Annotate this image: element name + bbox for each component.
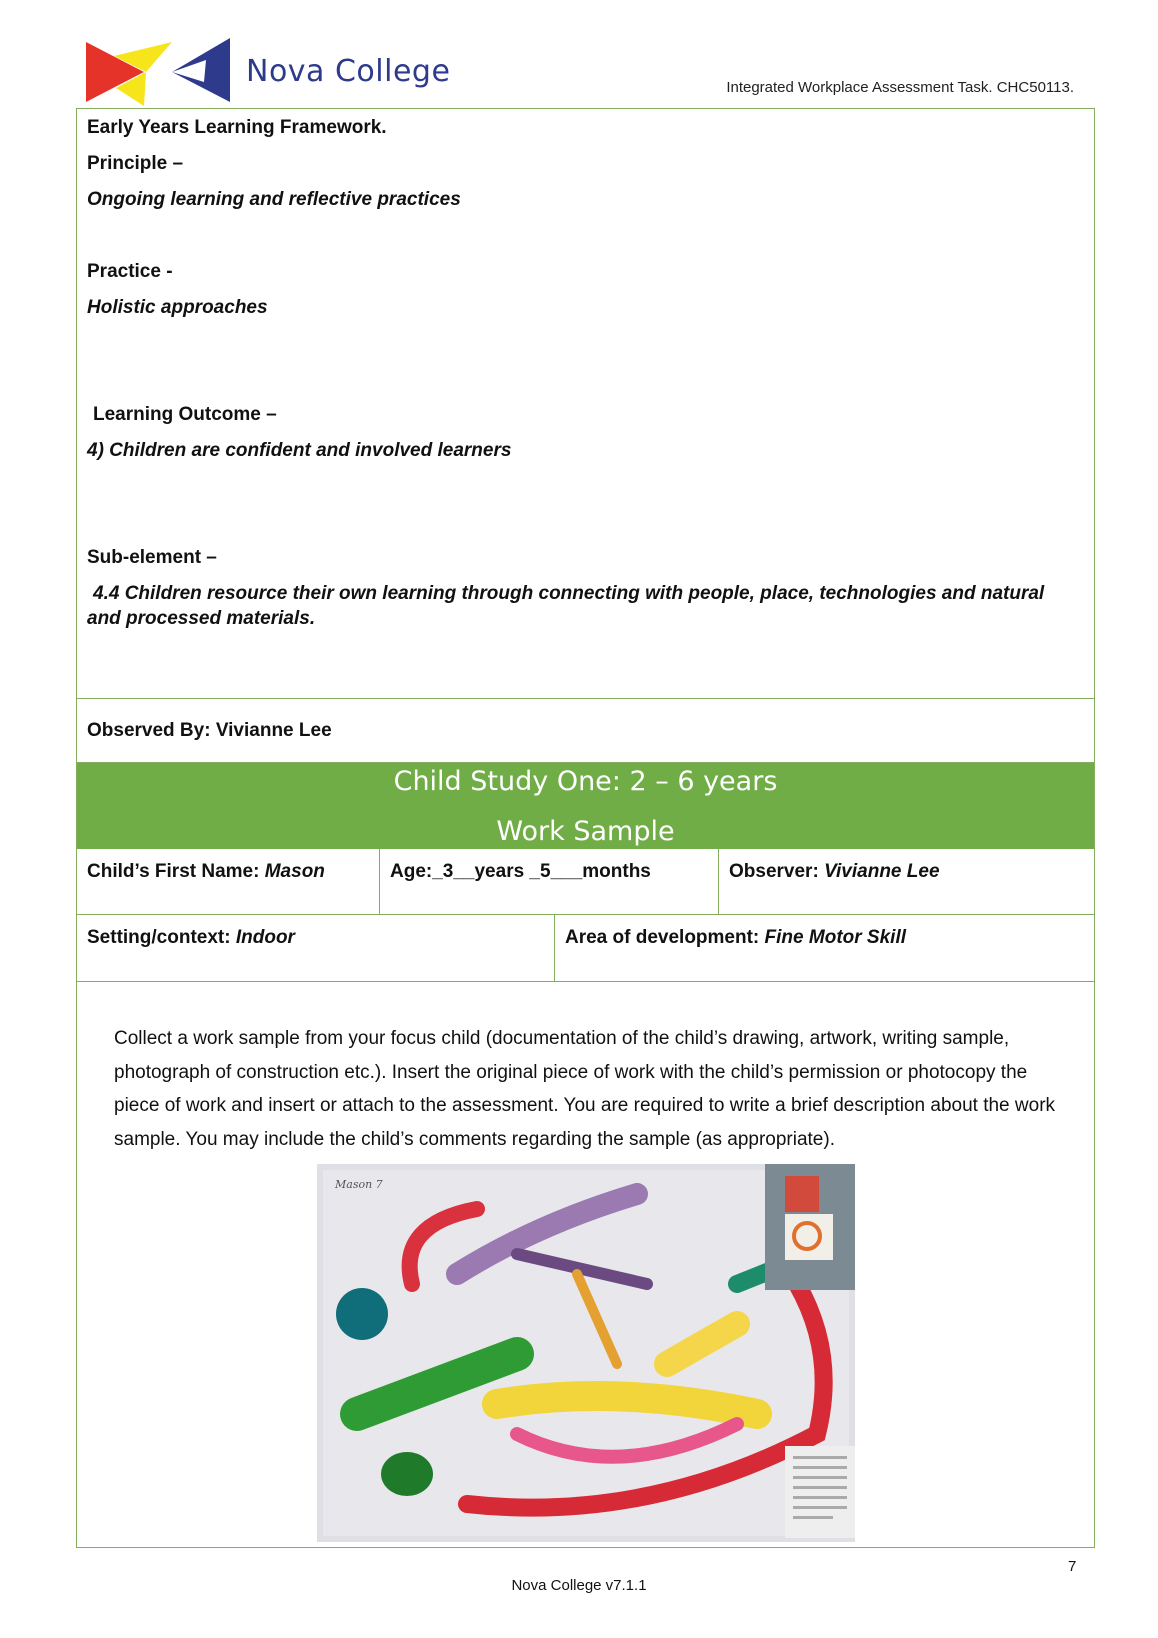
subelement-label: Sub-element – <box>87 547 217 568</box>
brand-name: Nova College <box>246 54 451 89</box>
area-value: Fine Motor Skill <box>764 927 906 948</box>
artwork-name-tag: Mason 7 <box>335 1178 383 1191</box>
child-name-value: Mason <box>264 861 325 882</box>
banner-title: Child Study One: 2 – 6 years <box>393 766 778 797</box>
observed-value: Vivianne Lee <box>215 720 332 741</box>
work-sample-section <box>77 982 1094 1549</box>
task-title: Integrated Workplace Assessment Task. CHC50113. <box>726 79 1074 96</box>
practice-value: Holistic approaches <box>87 297 268 318</box>
principle-label: Principle – <box>87 153 184 174</box>
framework-title: Early Years Learning Framework. <box>87 117 387 138</box>
practice-label: Practice - <box>87 261 173 282</box>
setting-row <box>77 915 1094 982</box>
page-header <box>0 0 1158 110</box>
setting-value: Indoor <box>235 927 295 948</box>
observed-by <box>87 719 332 743</box>
child-study-banner <box>77 763 1094 849</box>
artwork-photo-image <box>317 1164 855 1542</box>
work-sample-instructions: Collect a work sample from your focus child (documentation of the child’s drawing, artwork, writing sample, photograph of construction etc.). Insert the original piece of work with the child’s permission or photocopy the piece of work and insert or attach to the assessment. You are required to write a brief description about the work sample. You may include the child’s comments regarding the sample (as appropriate). <box>114 1028 1056 1150</box>
outcome-label: Learning Outcome – <box>93 404 277 425</box>
observer-value: Vivianne Lee <box>824 861 940 882</box>
setting-cell <box>77 915 554 981</box>
area-label: Area of development: <box>565 927 760 948</box>
child-age-cell: Age:_3__years _5___months <box>379 849 718 914</box>
child-name-label: Child’s First Name: <box>87 861 260 882</box>
footer-version: Nova College v7.1.1 <box>511 1577 647 1594</box>
child-name-cell <box>77 849 379 914</box>
assessment-form <box>76 108 1095 1548</box>
banner-subtitle: Work Sample <box>496 816 675 847</box>
observer-cell <box>718 849 1096 914</box>
setting-label: Setting/context: <box>87 927 231 948</box>
subelement-value-line2: and processed materials. <box>87 608 316 629</box>
observed-by-section <box>77 699 1094 763</box>
outcome-value: 4) Children are confident and involved learners <box>87 440 512 461</box>
area-cell <box>554 915 1096 981</box>
observed-label: Observed By: <box>87 720 211 741</box>
framework-section <box>77 109 1094 699</box>
subelement-value-line1: 4.4 Children resource their own learning through connecting with people, place, technologies and natural <box>93 583 1045 604</box>
nova-college-logo-icon <box>86 38 234 106</box>
child-details-row <box>77 849 1094 915</box>
page-number: 7 <box>1068 1558 1077 1575</box>
observer-label: Observer: <box>729 861 819 882</box>
principle-value: Ongoing learning and reflective practices <box>87 189 461 210</box>
